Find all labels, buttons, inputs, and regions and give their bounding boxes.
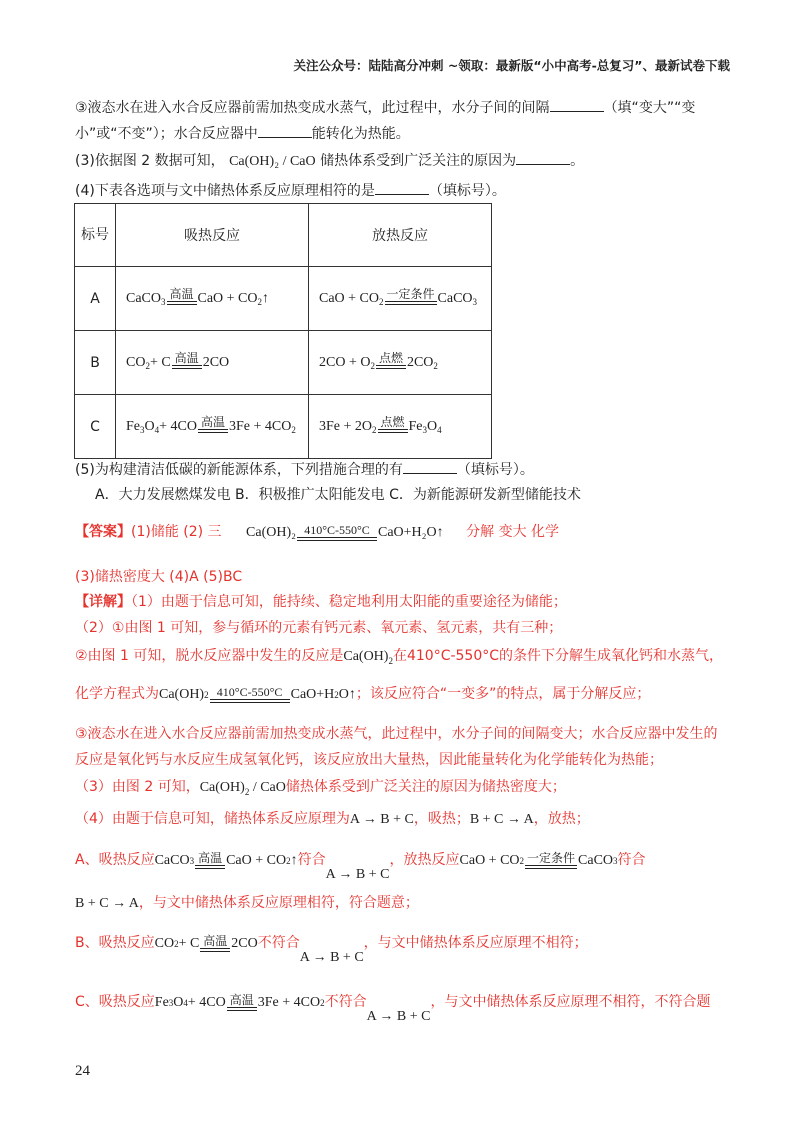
- answer-blank: [403, 459, 457, 474]
- table-cell-exo: 2CO + O 2 点燃 2CO $_2$: [309, 331, 492, 395]
- table-cell-exo: 3Fe + 2O 2 点燃 Fe $_3$ O 4: [309, 395, 492, 459]
- detail-b: B、吸热反应CO 2 + C 高温 2CO不符合A → B + C，与文中储热体系反应原理不相符；: [75, 934, 588, 965]
- table-row: A CaCO 3 高温 CaO + CO $_2$ ↑ CaO + CO 2 一定条件 CaCO $_3$: [75, 267, 492, 331]
- detail-5: ③液态水在进入水合反应器前需加热变成水蒸气，此过程中，水分子间的间隔变大；水合反应器中发生的: [75, 726, 718, 742]
- table-cell-exo: CaO + CO 2 一定条件 CaCO $_3$: [309, 267, 492, 331]
- table-header-exothermic: 放热反应: [309, 204, 492, 267]
- question-5-options: A．大力发展燃煤发电 B．积极推广太阳能发电 C．为新能源研发新型储能技术: [95, 487, 581, 503]
- question-5: (5)为构建清洁低碳的新能源体系，下列措施合理的有 （填标号）。: [75, 459, 534, 480]
- detail-1: 【详解】（1）由题于信息可知，能持续、稳定地利用太阳能的重要途径为储能；: [75, 594, 567, 610]
- detail-4: 化学方程式为Ca(OH) 2 410°C-550°C CaO+H 2 O↑；该反应符合“一变多”的特点，属于分解反应；: [75, 685, 651, 702]
- table-cell-endo: CaCO 3 高温 CaO + CO $_2$ ↑: [116, 267, 309, 331]
- question-3: (3)依据图 2 数据可知， Ca(OH)₂ / CaO 储热体系受到广泛关注的原因为 。: [75, 150, 584, 172]
- formula: Ca(OH)₂ / CaO: [229, 154, 316, 169]
- table-header-label: 标号: [75, 204, 116, 267]
- answer-line-2: (3)储热密度大 (4)A (5)BC: [75, 569, 243, 585]
- table-row: B CO 2 + C 高温 2CO 2CO + O 2 点燃 2CO $_2$: [75, 331, 492, 395]
- detail-a-2: B + C → A，与文中储热体系反应原理相符，符合题意；: [75, 895, 419, 911]
- table-cell-endo: Fe 3 O 4 + 4CO 高温 3Fe + 4CO $_2$: [116, 395, 309, 459]
- table-cell-endo: CO 2 + C 高温 2CO: [116, 331, 309, 395]
- answer-blank: [375, 180, 429, 195]
- answer-blank: [550, 97, 604, 112]
- answer-blank: [258, 123, 312, 138]
- detail-6: 反应是氧化钙与水反应生成氢氧化钙，该反应放出大量热，因此能量转化为化学能转化为热能；: [75, 752, 663, 768]
- page-number: 24: [75, 1063, 90, 1079]
- table-row: C Fe 3 O 4 + 4CO 高温 3Fe + 4CO $_2$ 3Fe + 2O 2 点燃 Fe $_3$ O 4: [75, 395, 492, 459]
- page-header: 关注公众号：陆陆高分冲刺 ~领取：最新版“小中高考-总复习”、最新试卷下载: [293, 58, 730, 73]
- detail-c: C、吸热反应Fe 3 O 4 + 4CO 高温 3Fe + 4CO 2 不符合A → B + C，与文中储热体系反应原理不相符，不符合题: [75, 993, 711, 1024]
- q3-line2: 小”或“不变”）；水合反应器中 能转化为热能。: [75, 123, 410, 144]
- q3-line1: ③液态水在进入水合反应器前需加热变成水蒸气，此过程中，水分子间的间隔 （填“变大”“变: [75, 97, 695, 118]
- detail-7: （3）由图 2 可知，$Ca(OH)_2$ / CaO储热体系受到广泛关注的原因为储热密度大；: [75, 779, 566, 797]
- question-4: (4)下表各选项与文中储热体系反应原理相符的是 （填标号）。: [75, 180, 506, 201]
- detail-3: ②由图 1 可知，脱水反应器中发生的反应是$Ca(OH)_2$在410°C-550°C的条件下分解生成氧化钙和水蒸气，: [75, 648, 724, 666]
- detail-8: （4）由题于信息可知，储热体系反应原理为A → B + C，吸热；B + C → A，放热；: [75, 811, 590, 827]
- answer-line-1: 【答案】(1)储能 (2) 三 Ca(OH)₂ 410°C-550°C CaO+H₂O↑ 分解 变大 化学: [75, 523, 560, 540]
- answer-blank: [516, 150, 570, 165]
- detail-2: （2）①由图 1 可知，参与循环的元素有钙元素、氧元素、氢元素，共有三种；: [75, 620, 563, 636]
- table-header-endothermic: 吸热反应: [116, 204, 309, 267]
- options-table: [74, 203, 492, 459]
- detail-a: A、吸热反应CaCO 3 高温 CaO + CO 2 ↑符合A → B + C，放热反应CaO + CO 2 一定条件 CaCO 3 符合: [75, 851, 646, 882]
